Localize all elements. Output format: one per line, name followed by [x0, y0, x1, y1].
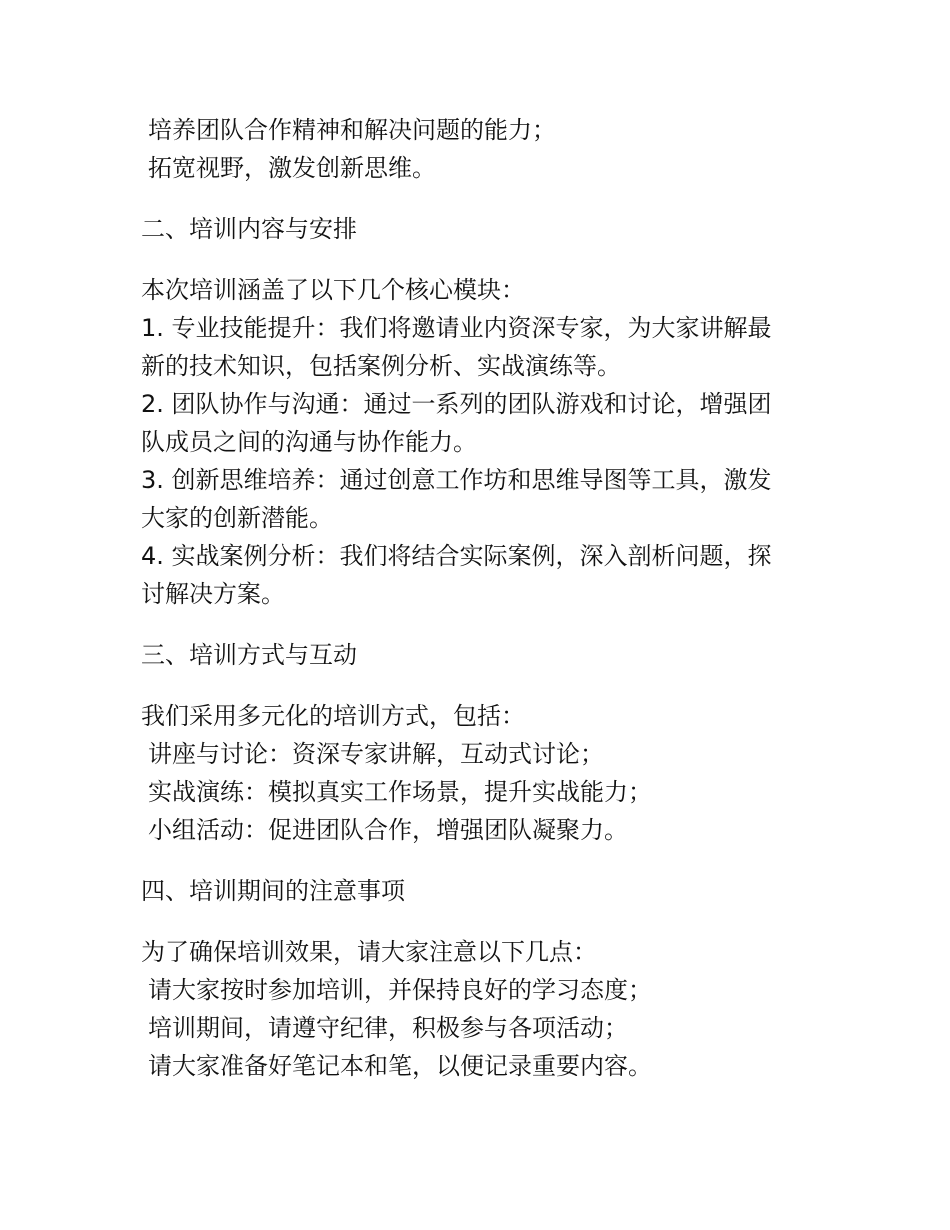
- list-item: 2. 团队协作与沟通：通过一系列的团队游戏和讨论，增强团: [141, 390, 772, 418]
- list-item: 讨解决方案。: [141, 580, 285, 608]
- section-heading-notes: 四、培训期间的注意事项: [141, 877, 405, 905]
- list-item: 4. 实战案例分析：我们将结合实际案例，深入剖析问题，探: [141, 542, 772, 570]
- list-item: 讲座与讨论：资深专家讲解，互动式讨论；: [148, 740, 604, 768]
- section-notes-body: [141, 933, 801, 1085]
- intro-bullet: 培养团队合作精神和解决问题的能力；: [148, 116, 556, 144]
- section-lead: 我们采用多元化的培训方式，包括：: [141, 702, 525, 730]
- list-item: 培训期间，请遵守纪律，积极参与各项活动；: [148, 1014, 628, 1042]
- intro-bullet-list: [141, 111, 801, 187]
- list-item: 1. 专业技能提升：我们将邀请业内资深专家，为大家讲解最: [141, 314, 772, 342]
- section-heading-training-content: 二、培训内容与安排: [141, 215, 357, 243]
- section-lead: 本次培训涵盖了以下几个核心模块：: [141, 276, 525, 304]
- list-item: 3. 创新思维培养：通过创意工作坊和思维导图等工具，激发: [141, 466, 772, 494]
- document-page: [141, 111, 801, 1085]
- section-training-methods-body: [141, 697, 801, 849]
- intro-bullet: 拓宽视野，激发创新思维。: [148, 154, 436, 182]
- list-item: 队成员之间的沟通与协作能力。: [141, 428, 477, 456]
- list-item: 请大家按时参加培训，并保持良好的学习态度；: [148, 976, 652, 1004]
- list-item: 请大家准备好笔记本和笔，以便记录重要内容。: [148, 1052, 652, 1080]
- list-item: 大家的创新潜能。: [141, 504, 333, 532]
- list-item: 小组活动：促进团队合作，增强团队凝聚力。: [148, 816, 628, 844]
- list-item: 实战演练：模拟真实工作场景，提升实战能力；: [148, 778, 652, 806]
- section-heading-training-methods: 三、培训方式与互动: [141, 641, 357, 669]
- section-lead: 为了确保培训效果，请大家注意以下几点：: [141, 938, 597, 966]
- section-training-content-body: [141, 271, 801, 613]
- list-item: 新的技术知识，包括案例分析、实战演练等。: [141, 352, 621, 380]
